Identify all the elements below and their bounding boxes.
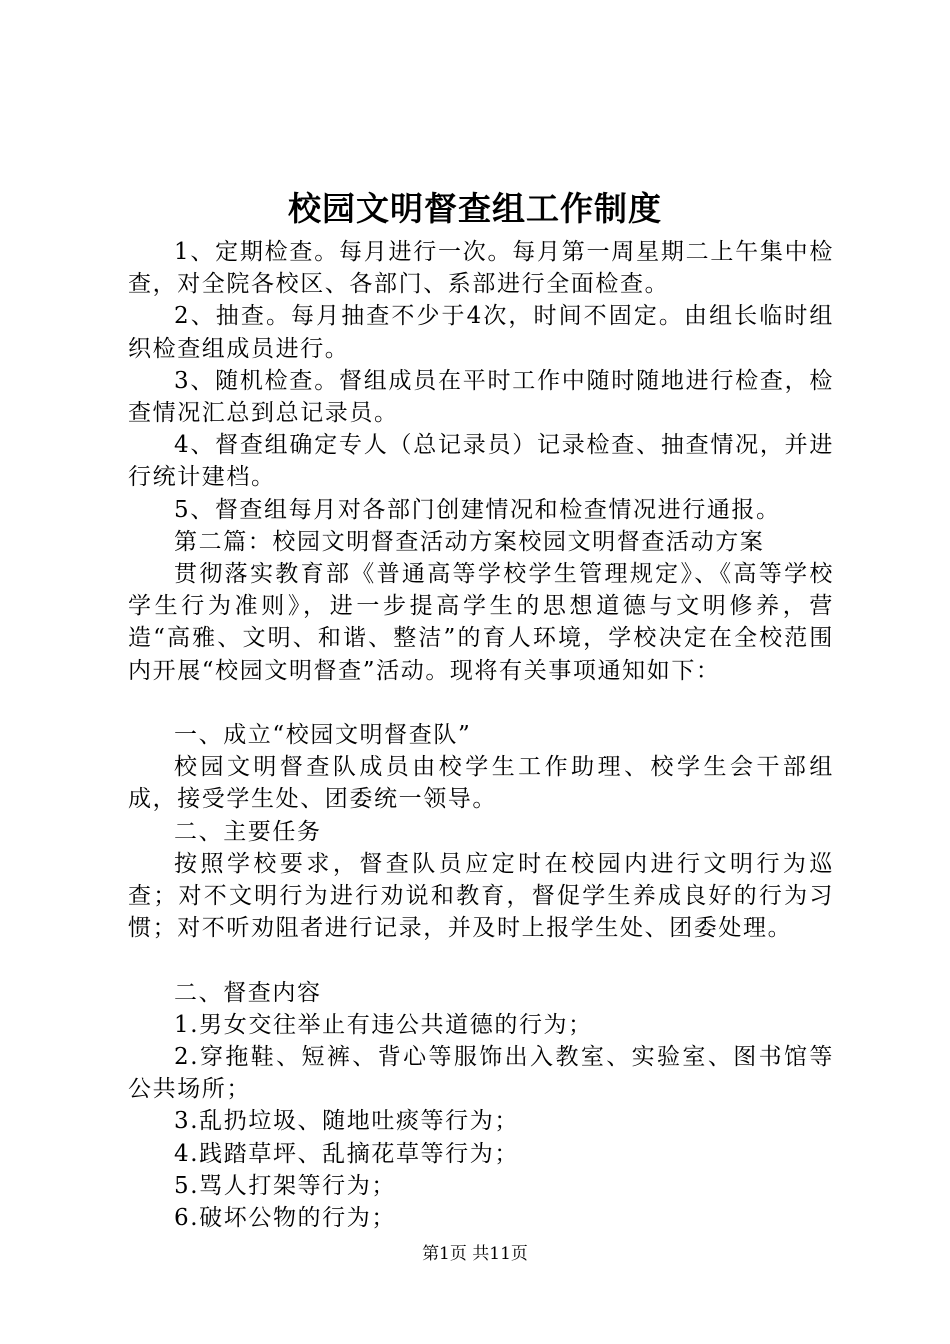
document-body (128, 236, 834, 1234)
section-heading: 二、督查内容 (174, 979, 322, 1006)
section-heading: 一、成立“校园文明督查队” (174, 722, 472, 749)
list-item: 1.男女交往举止有违公共道德的行为； (174, 1011, 593, 1038)
paragraph: 校园文明督查队成员由校学生工作助理、校学生会干部组成，接受学生处、团委统一领导。 (128, 754, 834, 813)
list-item: 6.破坏公物的行为； (174, 1205, 396, 1232)
paragraph: 4、督查组确定专人（总记录员）记录检查、抽查情况，并进行统计建档。 (128, 432, 834, 491)
list-item: 3.乱扔垃圾、随地吐痰等行为； (174, 1108, 519, 1135)
paragraph: 3、随机检查。督组成员在平时工作中随时随地进行检查，检查情况汇总到总记录员。 (128, 367, 834, 427)
blank-line (128, 944, 834, 976)
paragraph: 第二篇：校园文明督查活动方案校园文明督查活动方案 (174, 528, 765, 555)
paragraph: 2、抽查。每月抽查不少于4次，时间不固定。由组长临时组织检查组成员进行。 (128, 303, 834, 362)
section-heading: 二、主要任务 (174, 818, 322, 845)
list-item: 5.骂人打架等行为； (174, 1172, 396, 1199)
list-item: 2.穿拖鞋、短裤、背心等服饰出入教室、实验室、图书馆等公共场所； (128, 1044, 834, 1103)
list-item: 4.践踏草坪、乱摘花草等行为； (174, 1140, 519, 1167)
page-number: 第1页 共11页 (422, 1244, 528, 1264)
blank-line (128, 687, 834, 719)
paragraph: 按照学校要求，督查队员应定时在校园内进行文明行为巡查；对不文明行为进行劝说和教育，督促学生养成良好的行为习惯；对不听劝阻者进行记录，并及时上报学生处、团委处理。 (128, 850, 834, 942)
document-title: 校园文明督查组工作制度 (288, 189, 662, 228)
paragraph: 5、督查组每月对各部门创建情况和检查情况进行通报。 (174, 496, 781, 523)
paragraph: 贯彻落实教育部《普通高等学校学生管理规定》、《高等学校学生行为准则》，进一步提高学生的思想道德与文明修养，营造“高雅、文明、和谐、整洁”的育人环境，学校决定在全校范围内开展“校园文明督查”活动。现将有关事项通知如下： (128, 561, 834, 684)
paragraph: 1、定期检查。每月进行一次。每月第一周星期二上午集中检查，对全院各校区、各部门、系部进行全面检查。 (128, 239, 834, 298)
